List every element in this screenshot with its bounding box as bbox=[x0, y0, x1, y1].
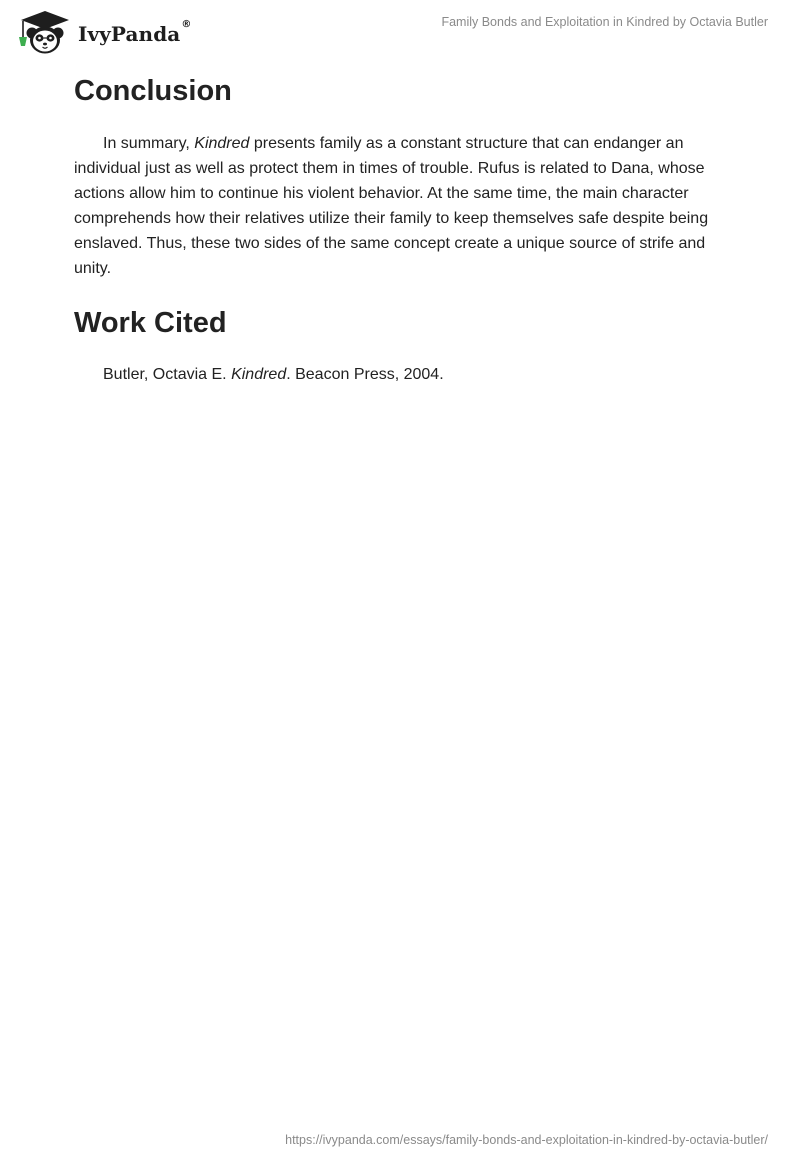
conclusion-text-start: In summary, bbox=[103, 135, 195, 152]
citation-title: Kindred bbox=[231, 366, 287, 383]
logo-wordmark: IvyPanda® bbox=[78, 19, 192, 46]
citation-author: Butler, Octavia E. bbox=[103, 366, 232, 383]
book-title-italic: Kindred bbox=[194, 135, 250, 152]
registered-mark: ® bbox=[181, 19, 192, 30]
ivypanda-logo[interactable] bbox=[14, 8, 191, 56]
document-title: Family Bonds and Exploitation in Kindred by Octavia Butler bbox=[441, 15, 768, 29]
conclusion-paragraph bbox=[74, 131, 724, 281]
conclusion-text-rest: presents family as a constant structure that can endanger an individual just as well as protect them in times of trouble. Rufus is related to Dana, whose actions allow him to continue his violent behavior. At the same time, the main character comprehends how their relatives utilize their family to keep themselves safe despite being enslaved. Thus, these two sides of the same concept create a unique source of strife and unity. bbox=[74, 135, 709, 277]
conclusion-heading: Conclusion bbox=[74, 75, 232, 107]
citation-publication: . Beacon Press, 2004. bbox=[286, 366, 444, 383]
panda-graduate-icon bbox=[14, 8, 76, 56]
citation-entry bbox=[74, 362, 724, 387]
document-body bbox=[74, 70, 724, 387]
work-cited-heading: Work Cited bbox=[74, 307, 227, 339]
source-url[interactable]: https://ivypanda.com/essays/family-bonds-and-exploitation-in-kindred-by-octavia-butler/ bbox=[285, 1133, 768, 1147]
